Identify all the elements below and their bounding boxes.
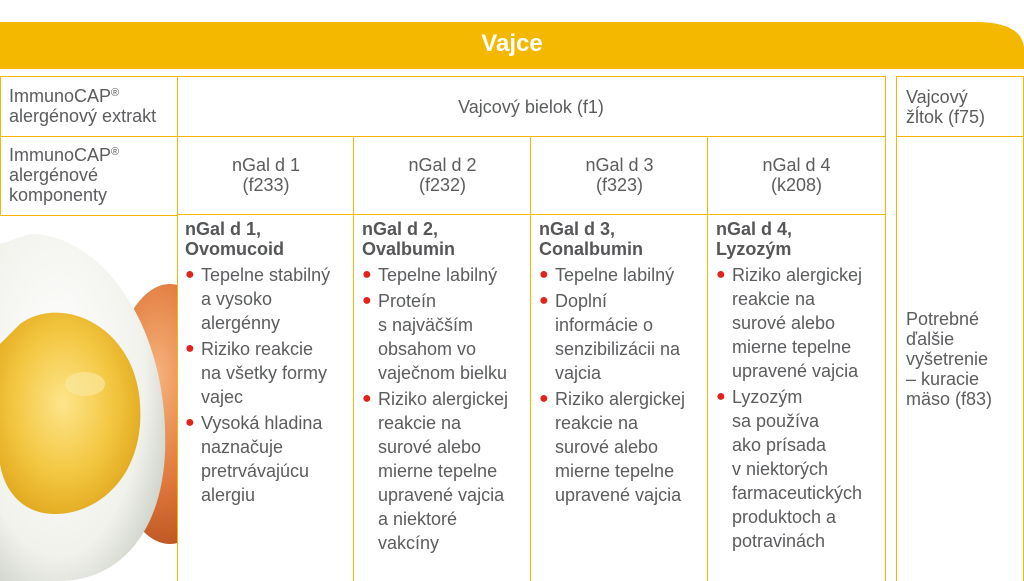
component-code-cell: [530, 136, 709, 216]
component-code-cell: [707, 136, 886, 216]
component-name: nGal d 3,: [539, 219, 616, 239]
egg-yolk-extract-cell: [896, 76, 1024, 138]
bullet-dot-icon: ●: [539, 390, 549, 407]
component-code: nGal d 2: [408, 155, 477, 175]
egg-white-extract: Vajcový bielok (f1): [458, 97, 604, 117]
component-code-cell: [177, 136, 355, 216]
registered-mark: ®: [111, 87, 120, 99]
egg-white-extract-cell: [177, 76, 886, 138]
label-components-line3: komponenty: [9, 185, 108, 205]
yolk-note-line: Potrebné: [906, 309, 980, 329]
yolk-note-line: – kuracie: [906, 369, 980, 389]
bullet-item: ● Doplní informácie o senzibilizácii na vajcia: [539, 291, 681, 383]
bullet-dot-icon: ●: [185, 266, 195, 283]
component-code-id: (k208): [770, 175, 823, 195]
egg-image: [0, 214, 178, 581]
label-extract-cell: [0, 76, 179, 138]
bullet-dot-icon: ●: [716, 266, 726, 283]
label-components-line2: alergénové: [9, 165, 99, 185]
component-bullets: [362, 263, 530, 555]
bullet-item: ● Riziko reakcie na všetky formy vajec: [185, 339, 328, 407]
registered-mark: ®: [111, 146, 120, 158]
component-detail-cell: [530, 214, 709, 581]
bullet-dot-icon: ●: [362, 266, 372, 283]
component-protein: Lyzozým: [716, 239, 792, 259]
bullet-item: ● Tepelne labilný: [362, 265, 498, 285]
boiled-egg-illustration: [0, 214, 178, 581]
component-name: nGal d 1,: [185, 219, 262, 239]
bullet-dot-icon: ●: [185, 340, 195, 357]
component-detail-cell: [177, 214, 355, 581]
component-code: nGal d 4: [762, 155, 831, 175]
bullet-item: ● Lyzozým sa používa ako prísada v niektorých farmaceutických produktoch a potravinách: [716, 387, 863, 551]
component-detail-cell: [353, 214, 532, 581]
bullet-item: ● Riziko alergickej reakcie na surové alebo mierne tepelne upravené vajcia: [716, 265, 863, 381]
component-code-id: (f323): [595, 175, 644, 195]
component-protein: Ovalbumin: [362, 239, 456, 259]
bullet-dot-icon: ●: [362, 390, 372, 407]
label-extract-line1: ImmunoCAP: [9, 86, 112, 106]
bullet-dot-icon: ●: [539, 266, 549, 283]
component-code: nGal d 3: [585, 155, 654, 175]
yolk-note-line: ďalšie: [906, 329, 955, 349]
bullet-dot-icon: ●: [539, 292, 549, 309]
yolk-note-line: mäso (f83): [906, 389, 993, 409]
bullet-dot-icon: ●: [716, 388, 726, 405]
egg-yolk-line2: žĺtok (f75): [906, 107, 986, 127]
header-banner: [0, 0, 1024, 69]
component-code-id: (f233): [242, 175, 290, 195]
component-protein: Conalbumin: [539, 239, 643, 259]
component-detail-cell: [707, 214, 886, 581]
bullet-item: ● Riziko alergickej reakcie na surové alebo mierne tepelne upravené vajcia: [539, 389, 686, 505]
bullet-item: ● Tepelne stabilný a vysoko alergénny: [185, 265, 331, 333]
label-extract-line2: alergénový extrakt: [9, 106, 157, 126]
label-components-line1: ImmunoCAP: [9, 145, 112, 165]
component-bullets: [539, 263, 707, 507]
bullet-item: ● Vysoká hladina naznačuje pretrvávajúcu alergiu: [185, 413, 323, 505]
bullet-item: ● Proteín s najväčším obsahom vo vaječnom bielku: [362, 291, 508, 383]
yolk-note-cell: [896, 136, 1024, 581]
component-name: nGal d 2,: [362, 219, 439, 239]
component-code-cell: [353, 136, 532, 216]
component-bullets: [185, 263, 353, 507]
component-code-id: (f232): [418, 175, 467, 195]
bullet-dot-icon: ●: [362, 292, 372, 309]
label-components-cell: [0, 136, 179, 216]
page-title: Vajce: [481, 30, 543, 57]
component-bullets: [716, 263, 884, 553]
component-code: nGal d 1: [231, 155, 301, 175]
bullet-dot-icon: ●: [185, 414, 195, 431]
bullet-item: ● Tepelne labilný: [539, 265, 675, 285]
component-protein: Ovomucoid: [185, 239, 285, 259]
component-name: nGal d 4,: [716, 219, 793, 239]
bullet-item: ● Riziko alergickej reakcie na surové alebo mierne tepelne upravené vajcia a niektoré vakcíny: [362, 389, 509, 553]
egg-yolk-line1: Vajcový: [906, 87, 968, 107]
yolk-note-line: vyšetrenie: [906, 349, 989, 369]
